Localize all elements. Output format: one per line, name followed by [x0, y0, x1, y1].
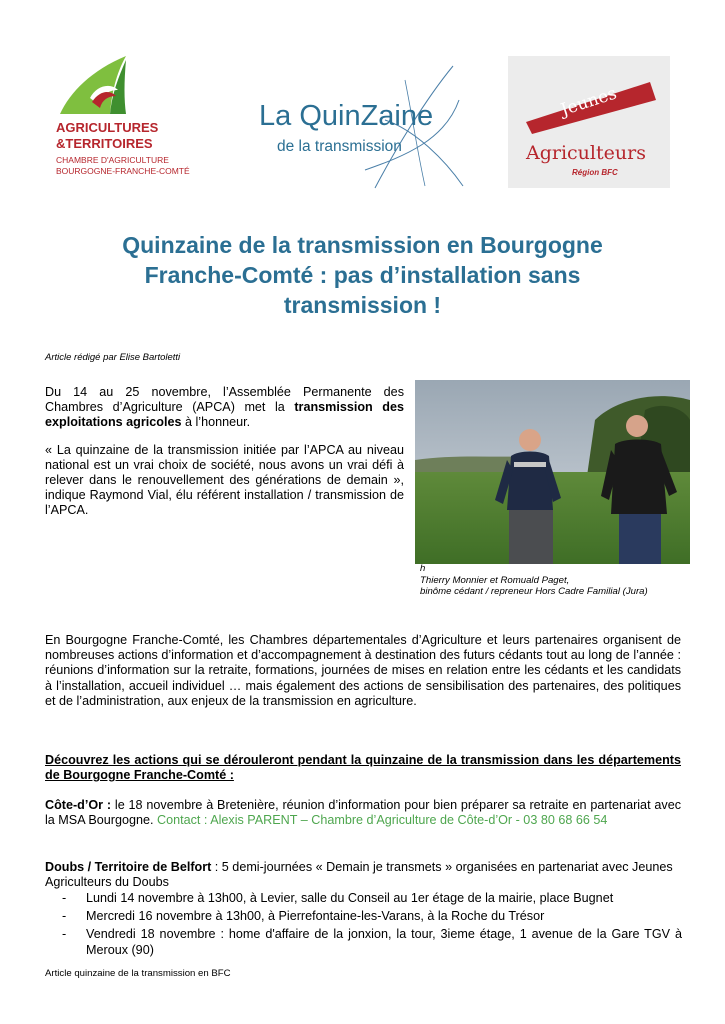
- title-line-2: Franche-Comté : pas d’installation sans: [144, 262, 581, 288]
- list-item: [62, 909, 682, 924]
- article-author: Article rédigé par Elise Bartoletti: [45, 352, 181, 363]
- cote-dor-section: [45, 798, 681, 828]
- caption-line-1: Thierry Monnier et Romuald Paget,: [420, 574, 570, 586]
- list-dash: -: [62, 909, 67, 924]
- cote-dor-text: le 18 novembre à Bretenière, réunion d’information pour bien préparer sa retraite en partenariat avec la MSA Bourgogne.: [45, 798, 681, 828]
- doubs-session-list: [62, 891, 682, 961]
- chambre-logo-line1: AGRICULTURES: [56, 120, 159, 135]
- jeunes-agriculteurs-logo: [508, 56, 670, 188]
- farmers-photo-image: [415, 380, 690, 564]
- intro-paragraph-2: « La quinzaine de la transmission initiée par l’APCA au niveau national est un vrai choix de société, nous avons un vrai défi à relever dans le renouvellement des générations de demain », indique Raymond Vial, élu référent installation / transmission de l’APCA.: [45, 442, 404, 518]
- chambre-logo-line2: &TERRITOIRES: [56, 136, 153, 151]
- ja-logo-word1: Jeunes: [558, 83, 620, 121]
- page-footer: Article quinzaine de la transmission en BFC: [45, 968, 231, 979]
- list-item-text: Vendredi 18 novembre : home d'affaire de la jonxion, la tour, 3ieme étage, 1 avenue de la Gare TGV à Meroux (90): [86, 927, 682, 957]
- caption-letter: h: [420, 563, 426, 574]
- title-line-3: transmission !: [283, 292, 442, 318]
- title-line-1: Quinzaine de la transmission en Bourgogne: [122, 232, 603, 258]
- photo-caption: [420, 563, 648, 598]
- chambre-leaf-icon: [52, 52, 170, 122]
- list-item-text: Lundi 14 novembre à 13h00, à Levier, salle du Conseil au 1er étage de la mairie, place Bugnet: [86, 891, 614, 905]
- caption-line-2: binôme cédant / repreneur Hors Cadre Familial (Jura): [420, 586, 648, 597]
- list-item: [62, 891, 682, 906]
- list-dash: -: [62, 891, 67, 905]
- list-item: [62, 927, 682, 957]
- quinzaine-logo-subtitle: de la transmission: [277, 138, 402, 155]
- chambre-logo-line4: BOURGOGNE-FRANCHE-COMTÉ: [56, 166, 190, 176]
- article-photo: [415, 380, 690, 564]
- quinzaine-logo-title: La QuinZaine: [259, 100, 434, 132]
- article-title: [60, 230, 665, 320]
- doubs-text: : 5 demi-journées « Demain je transmets » organisées en partenariat avec Jeunes Agriculteurs du Doubs: [45, 860, 673, 890]
- actions-heading: Découvrez les actions qui se dérouleront pendant la quinzaine de la transmission dans les départements de Bourgogne Franche-Comté :: [45, 753, 681, 783]
- intro-p1-end: à l’honneur.: [181, 415, 251, 430]
- chambre-agriculture-logo: [52, 52, 190, 182]
- doubs-section: [45, 860, 681, 890]
- doubs-label: Doubs / Territoire de Belfort: [45, 860, 212, 874]
- quinzaine-logo: [255, 60, 465, 190]
- intro-text: [45, 385, 404, 531]
- list-dash: -: [62, 927, 67, 942]
- ja-logo-region: Région BFC: [572, 168, 618, 177]
- intro-p1-bold: transmission des exploitations agricoles: [45, 400, 405, 430]
- intro-paragraph-1: [45, 385, 404, 431]
- intro-p1-start: Du 14 au 25 novembre, l’Assemblée Permanente des Chambres d’Agriculture (APCA) met la: [45, 385, 404, 415]
- cote-dor-contact: Contact : Alexis PARENT – Chambre d’Agriculture de Côte-d’Or - 03 80 68 66 54: [157, 813, 608, 828]
- cote-dor-label: Côte-d’Or :: [45, 798, 112, 812]
- list-item-text: Mercredi 16 novembre à 13h00, à Pierrefontaine-les-Varans, à la Roche du Trésor: [86, 909, 545, 924]
- ja-logo-word2: Agriculteurs: [526, 142, 646, 164]
- body-paragraph: En Bourgogne Franche-Comté, les Chambres départementales d’Agriculture et leurs partenaires organisent de nombreuses actions d’information et d’accompagnement à destination des futurs cédants tout au long de l’année : réunions d’information sur la retraite, formations, journées de mises en relation entre les cédants et les candidats à l’installation, accueil individuel … mais également des actions de sensibilisation des partenaires, des politiques et de l’administration, aux enjeux de la transmission en agriculture.: [45, 633, 681, 708]
- chambre-logo-line3: CHAMBRE D'AGRICULTURE: [56, 155, 169, 165]
